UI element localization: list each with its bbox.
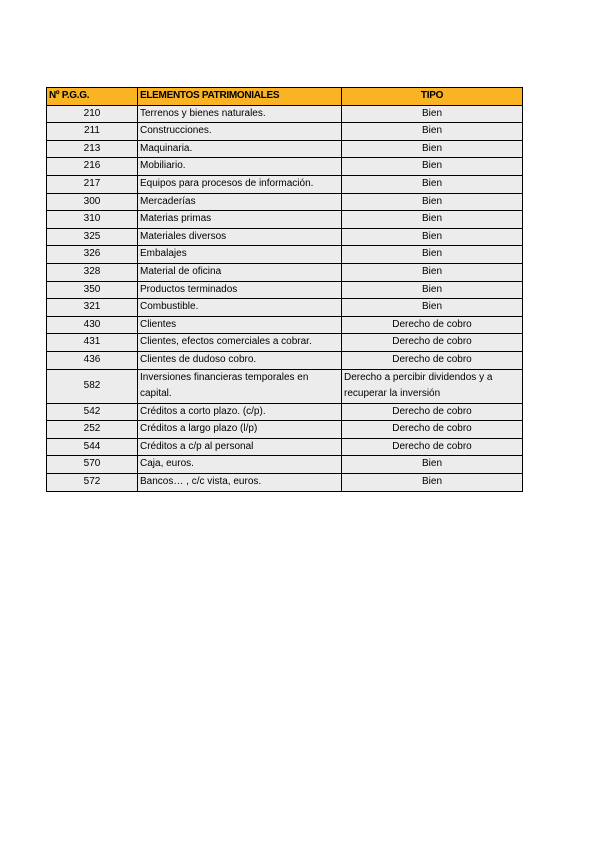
cell-element: Mercaderías [138, 193, 342, 211]
cell-code: 252 [47, 421, 138, 439]
table-row [47, 228, 523, 246]
cell-code: 570 [47, 456, 138, 474]
cell-element: Embalajes [138, 246, 342, 264]
table-row [47, 123, 523, 141]
table-row [47, 316, 523, 334]
table-row [47, 281, 523, 299]
cell-element: Créditos a largo plazo (l/p) [138, 421, 342, 439]
cell-type: Bien [342, 246, 523, 264]
cell-element: Materias primas [138, 211, 342, 229]
table-row [47, 369, 523, 403]
cell-element: Clientes, efectos comerciales a cobrar. [138, 334, 342, 352]
cell-code: 300 [47, 193, 138, 211]
cell-code: 210 [47, 105, 138, 123]
cell-type: Derecho a percibir dividendos y a recuperar la inversión [342, 369, 523, 403]
cell-element: Materiales diversos [138, 228, 342, 246]
cell-code: 217 [47, 175, 138, 193]
cell-element: Clientes de dudoso cobro. [138, 351, 342, 369]
table-row [47, 158, 523, 176]
cell-code: 216 [47, 158, 138, 176]
cell-element: Bancos… , c/c vista, euros. [138, 474, 342, 492]
cell-type: Bien [342, 211, 523, 229]
cell-type: Derecho de cobro [342, 351, 523, 369]
table-row [47, 334, 523, 352]
table-row [47, 263, 523, 281]
cell-code: 431 [47, 334, 138, 352]
cell-type: Bien [342, 474, 523, 492]
table-header-row [47, 88, 523, 106]
cell-element: Productos terminados [138, 281, 342, 299]
cell-element: Equipos para procesos de información. [138, 175, 342, 193]
table-row [47, 299, 523, 317]
cell-type: Bien [342, 105, 523, 123]
cell-element: Créditos a corto plazo. (c/p). [138, 403, 342, 421]
cell-element: Maquinaria. [138, 140, 342, 158]
cell-type: Bien [342, 140, 523, 158]
cell-type: Derecho de cobro [342, 403, 523, 421]
cell-code: 430 [47, 316, 138, 334]
cell-code: 350 [47, 281, 138, 299]
header-element: ELEMENTOS PATRIMONIALES [138, 88, 342, 106]
cell-code: 544 [47, 438, 138, 456]
table-row [47, 175, 523, 193]
table-row [47, 403, 523, 421]
table-row [47, 246, 523, 264]
cell-element: Construcciones. [138, 123, 342, 141]
table-row [47, 438, 523, 456]
cell-type: Bien [342, 281, 523, 299]
table-row [47, 474, 523, 492]
cell-type: Derecho de cobro [342, 316, 523, 334]
table-row [47, 105, 523, 123]
cell-type: Bien [342, 456, 523, 474]
header-type: TIPO [342, 88, 523, 106]
cell-type: Bien [342, 175, 523, 193]
cell-code: 310 [47, 211, 138, 229]
table-row [47, 211, 523, 229]
cell-code: 321 [47, 299, 138, 317]
cell-element: Terrenos y bienes naturales. [138, 105, 342, 123]
cell-code: 542 [47, 403, 138, 421]
cell-type: Bien [342, 158, 523, 176]
cell-type: Bien [342, 193, 523, 211]
cell-type: Derecho de cobro [342, 438, 523, 456]
cell-type: Bien [342, 228, 523, 246]
cell-code: 326 [47, 246, 138, 264]
cell-element: Material de oficina [138, 263, 342, 281]
cell-code: 325 [47, 228, 138, 246]
cell-element: Inversiones financieras temporales en capital. [138, 369, 342, 403]
cell-type: Bien [342, 263, 523, 281]
table-row [47, 140, 523, 158]
cell-element: Caja, euros. [138, 456, 342, 474]
header-code: Nº P.G.G. [47, 88, 138, 106]
cell-element: Mobiliario. [138, 158, 342, 176]
cell-code: 211 [47, 123, 138, 141]
cell-element: Créditos a c/p al personal [138, 438, 342, 456]
cell-type: Derecho de cobro [342, 334, 523, 352]
table-row [47, 351, 523, 369]
cell-code: 213 [47, 140, 138, 158]
cell-element: Clientes [138, 316, 342, 334]
cell-type: Bien [342, 299, 523, 317]
cell-type: Bien [342, 123, 523, 141]
patrimonial-elements-table [46, 87, 523, 492]
cell-code: 328 [47, 263, 138, 281]
cell-code: 572 [47, 474, 138, 492]
cell-element: Combustible. [138, 299, 342, 317]
table-row [47, 456, 523, 474]
cell-code: 582 [47, 369, 138, 403]
table-row [47, 193, 523, 211]
cell-code: 436 [47, 351, 138, 369]
table-row [47, 421, 523, 439]
cell-type: Derecho de cobro [342, 421, 523, 439]
